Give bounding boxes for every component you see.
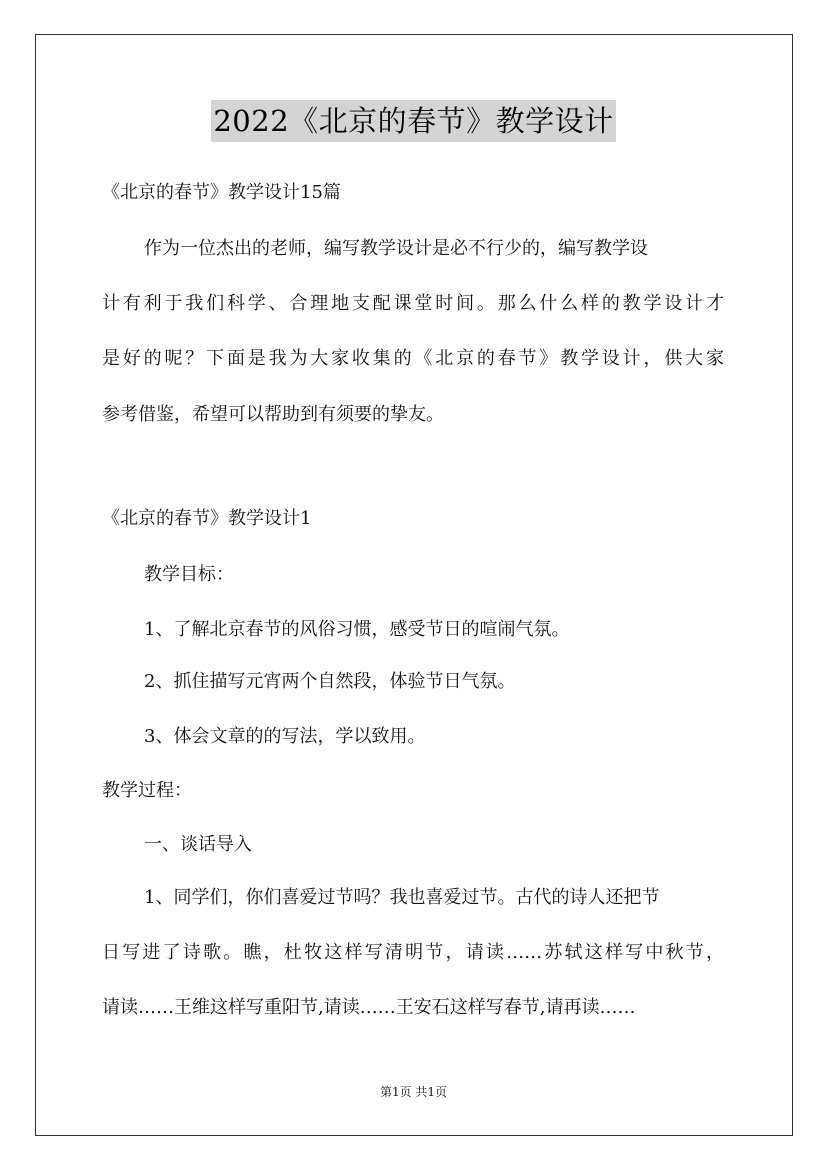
part1-text-line-3: 请读……王维这样写重阳节,请读……王安石这样写春节,请再读…… xyxy=(102,997,636,1018)
intro-line-4: 参考借鉴，希望可以帮助到有须要的挚友。 xyxy=(102,404,444,425)
goal-item-2: 2、抓住描写元宵两个自然段，体验节日气氛。 xyxy=(144,671,516,692)
goal-item-1: 1、了解北京春节的风俗习惯，感受节日的喧闹气氛。 xyxy=(144,619,570,640)
goals-label: 教学目标： xyxy=(144,564,234,585)
subtitle: 《北京的春节》教学设计15篇 xyxy=(102,182,341,203)
page-footer: 第1页 共1页 xyxy=(379,1085,448,1099)
intro-line-1: 作为一位杰出的老师，编写教学设计是必不行少的，编写教学设 xyxy=(144,238,648,259)
document-title: 2022《北京的春节》教学设计 xyxy=(211,100,615,142)
section-heading: 《北京的春节》教学设计1 xyxy=(102,508,312,529)
part1-text-line-1: 1、同学们，你们喜爱过节吗？我也喜爱过节。古代的诗人还把节 xyxy=(144,887,660,908)
title-container xyxy=(0,100,827,142)
process-label: 教学过程： xyxy=(102,780,192,801)
part1-label: 一、谈话导入 xyxy=(144,834,252,855)
intro-line-2: 计有利于我们科学、合理地支配课堂时间。那么什么样的教学设计才 xyxy=(102,293,724,314)
part1-text-line-2: 日写进了诗歌。瞧，杜牧这样写清明节，请读……苏轼这样写中秋节， xyxy=(102,942,724,963)
intro-line-3: 是好的呢？下面是我为大家收集的《北京的春节》教学设计，供大家 xyxy=(102,348,724,369)
goal-item-3: 3、体会文章的的写法，学以致用。 xyxy=(144,726,426,747)
